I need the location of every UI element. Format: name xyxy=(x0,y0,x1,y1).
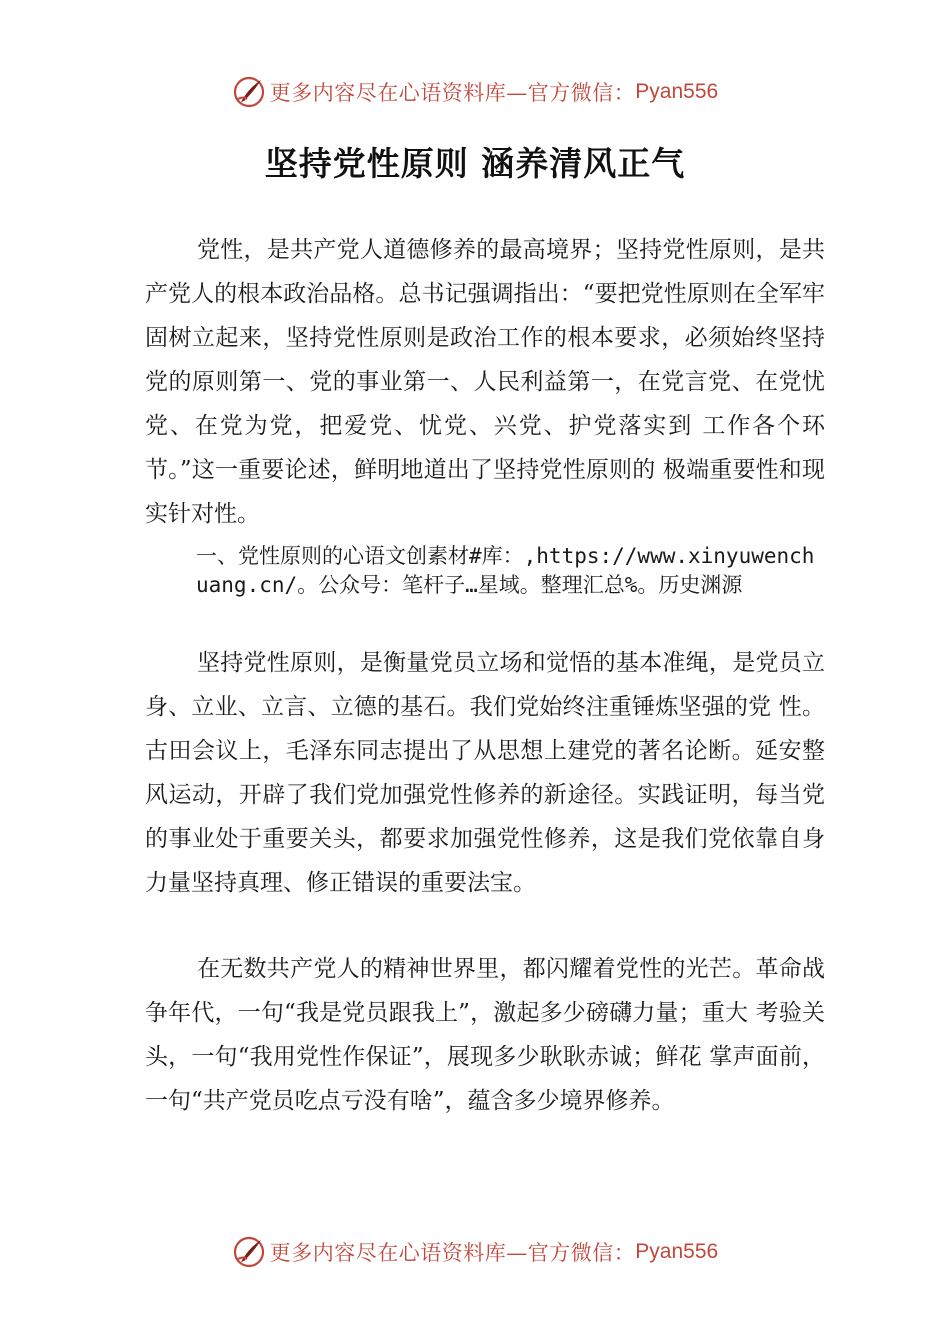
footer-banner xyxy=(0,1232,950,1272)
paragraph-spirit: 在无数共产党人的精神世界里，都闪耀着党性的光芒。革命战争年代，一句“我是党员跟我上”，激起多少磅礴力量；重大 考验关头，一句“我用党性作保证”，展现多少耿耿赤诚；鲜花 掌声面前，一句“共产党员吃点亏没有啥”，蕴含多少境界修养。 xyxy=(145,956,825,1114)
banner-wechat-id: Pyan556 xyxy=(635,80,719,103)
header-banner xyxy=(0,72,950,112)
banner-text: 更多内容尽在心语资料库—官方微信： xyxy=(269,81,636,105)
banner-wechat-id: Pyan556 xyxy=(635,1240,719,1263)
paragraph-history: 坚持党性原则，是衡量党员立场和觉悟的基本准绳，是党员立身、立业、立言、立德的基石。我们党始终注重锤炼坚强的党 性。古田会议上，毛泽东同志提出了从思想上建党的著名论断。延安整风运动，开辟了我们党加强党性修养的新途径。实践证明，每当党的事业处于重要关头，都要求加强党性修养，这是我们党依靠自身力量坚持真理、修正错误的重要法宝。 xyxy=(145,650,825,896)
paragraph-intro: 党性，是共产党人道德修养的最高境界；坚持党性原则，是共产党人的根本政治品格。总书记强调指出：“要把党性原则在全军牢固树立起来，坚持党性原则是政治工作的根本要求，必须始终坚持党的原则第一、党的事业第一、人民利益第一，在党言党、在党忧党、在党为党，把爱党、忧党、兴党、护党落实到 工作各个环节。”这一重要论述，鲜明地道出了坚持党性原则的 极端重要性和现实针对性。 xyxy=(145,237,825,527)
section-heading: 一、党性原则的心语文创素材#库：,https://www.xinyuwenchuang.cn/。公众号：笔杆子…星域。整理汇总%。历史渊源 xyxy=(196,544,815,597)
document-title: 坚持党性原则 涵养清风正气 xyxy=(264,144,686,183)
quill-logo-icon xyxy=(232,75,266,109)
quill-logo-icon xyxy=(232,1235,266,1269)
banner-text: 更多内容尽在心语资料库—官方微信： xyxy=(269,1241,636,1265)
